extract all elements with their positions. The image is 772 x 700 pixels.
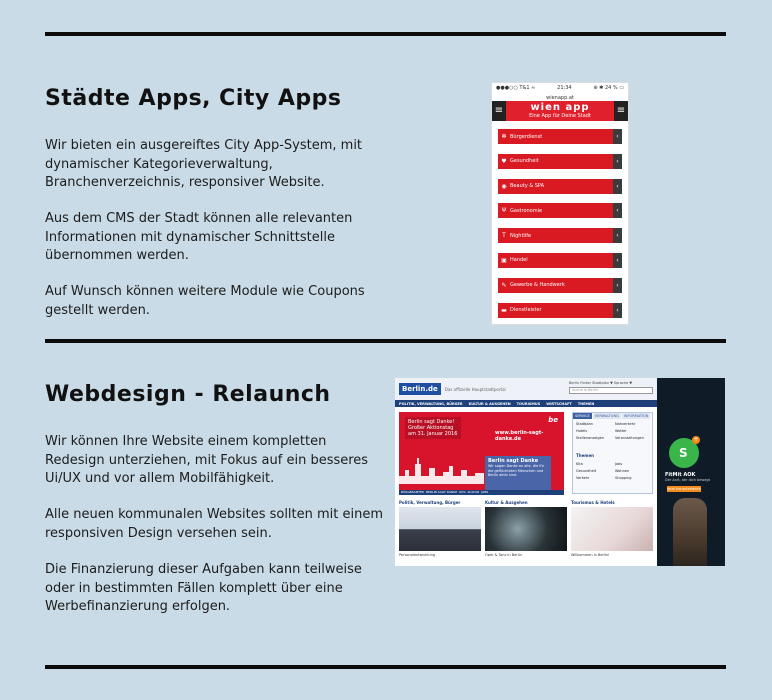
menu-item-label: Bürgerdienst [510,133,543,140]
webdesign-paragraph-1: Wir können Ihre Website einem kompletten Redesign unterziehen, mit Fokus auf ein besseres Ui/UX und vor allem Mobilfähigkeit. [45,434,369,486]
menu-item-label: Gewerbe & Handwerk [510,282,565,289]
app-menu-item [498,203,622,218]
menu-item-label: Gastronomie [510,207,543,214]
menu-left-icon: ≡ [492,101,506,121]
themen-col-2 [615,461,631,482]
hero-box-title: Berlin sagt Danke [488,458,539,464]
aok-logo-letter: S [679,446,688,460]
chevron-left-icon: ‹ [613,253,622,268]
website-logo: Berlin.de [399,383,441,395]
chevron-left-icon: ‹ [613,179,622,194]
themen-link: Verkehr [576,476,590,480]
service-link: Nahverkehr [615,422,636,426]
website-hero [399,412,564,494]
phone-time: 21:34 [557,85,572,91]
ad-title: FitMit AOK [665,472,696,478]
divider-bottom [45,665,726,669]
website-search [569,381,653,397]
website-nav [395,400,657,407]
chevron-left-icon: ‹ [613,303,622,318]
service-link: Veranstaltungen [615,436,644,440]
app-tagline: Eine App für Deine Stadt [529,113,591,119]
category-icon: Ψ [501,207,507,215]
themen-link: Shopping [615,476,632,480]
chevron-left-icon: ‹ [613,203,622,218]
hero-brand: be [548,416,558,424]
website-nav-item: THEMEN [577,401,595,406]
app-menu-item [498,129,622,144]
menu-item-label: Nightlife [510,232,532,239]
service-tab: VERWALTUNG [594,414,619,418]
website-nav-item: TOURISMUS [516,401,541,406]
themen-heading: Themen [576,453,595,458]
hero-info-box [485,456,551,492]
hero-tab: KULTUR [467,490,480,494]
app-menu-item [498,303,622,318]
category-caption: Willkommen in Berlin! [571,553,610,557]
category-title: Kultur & Ausgehen [485,500,528,505]
category-caption: Oper & Tanz in Berlin [485,553,522,557]
category-icon: ♥ [501,157,507,165]
category-icon: ◉ [501,182,507,190]
service-tabs [573,413,652,419]
service-tab: SERVICE [575,414,590,418]
hero-tab: BÜRGERAMTER [401,490,424,494]
category-image-berlin [571,507,653,551]
chevron-left-icon: ‹ [613,129,622,144]
service-tab: INFORMATION [623,414,649,418]
phone-battery: ⊕ ✱ 24 % ▭ [593,85,624,91]
chevron-left-icon: ‹ [613,154,622,169]
category-image-opera [485,507,567,551]
website-service-box [572,412,653,494]
app-menu-item [498,179,622,194]
category-icon: T [502,232,506,240]
menu-item-label: Beauty & SPA [510,183,545,190]
city-apps-paragraph-1: Wir bieten ein ausgereiftes City App-System, mit dynamischer Kategorieverwaltung, Branchenverzeichnis, responsiver Website. [45,138,363,190]
skyline-illustration [399,454,484,484]
app-menu-item [498,278,622,293]
service-link: Stadtplan [576,422,593,426]
app-menu-item [498,154,622,169]
website-main [395,378,657,566]
category-icon: ✻ [501,133,507,140]
app-menu-item [498,253,622,268]
hero-tab: BERLIN SAGT DANKE [425,490,458,494]
phone-signal: ●●●○○ T&1 ≈ [496,85,536,91]
menu-item-label: Gesundheit [510,158,539,165]
plus-icon: + [693,436,699,443]
app-menu-item [498,228,622,243]
section-title-webdesign: Webdesign - Relaunch [45,382,331,407]
chevron-left-icon: ‹ [613,228,622,243]
category-politik [399,500,481,566]
hero-tabs [399,490,564,495]
service-link: Wetter [615,429,627,433]
app-logo [506,103,614,119]
menu-right-icon: ≡ [614,101,628,121]
category-icon: ✎ [501,281,507,289]
city-app-screenshot [491,82,629,325]
menu-item-label: Handel [510,257,528,264]
hero-box-text: Wir sagen Danke an alle, die für die geflüchteten Menschen und Berlin aktiv sind. [488,464,545,477]
divider-top [45,32,726,36]
ad-download-button: Jetzt herunterladen [667,487,701,491]
themen-col-1 [576,461,596,482]
category-caption: Personalentwicklung [399,553,436,557]
themen-link: Jobs [615,462,623,466]
website-nav-item: WIRTSCHAFT [546,401,572,406]
section-title-city-apps: Städte Apps, City Apps [45,86,342,111]
service-col-1 [576,421,604,442]
phone-app-header [492,101,628,121]
service-col-2 [615,421,644,442]
webdesign-paragraph-2: Alle neuen kommunalen Websites sollten mit einem responsiven Design versehen sein. [45,507,384,541]
website-screenshot [395,378,725,566]
app-logo-text: wien app [530,102,590,113]
website-header [395,378,657,400]
website-nav-item: KULTUR & AUSGEHEN [468,401,511,406]
city-apps-paragraph-3: Auf Wunsch können weitere Module wie Coupons gestellt werden. [45,284,365,318]
themen-link: Wohnen [615,469,630,473]
category-icon: ▣ [501,256,507,264]
webdesign-paragraph-3: Die Finanzierung dieser Aufgaben kann teilweise oder in bestimmten Fällen komplett über eine Werbefinanzierung erfolgen. [45,562,362,614]
hero-tab: JOBS [481,490,489,494]
app-category-list [492,121,628,318]
website-search-links: Berlin Finder Stadtplan ▼ Sprache ▼ [569,381,633,385]
chevron-left-icon: ‹ [613,278,622,293]
phone-status-bar [492,83,628,95]
phone-url: wienapp.at [546,95,574,101]
menu-item-label: Dienstleister [510,307,542,314]
hero-url: www.berlin-sagt-danke.de [495,430,544,442]
ad-subtitle: Der Arzt, der dich bewegt [665,478,711,482]
category-title: Tourismus & Hotels [571,500,615,505]
category-tourismus [571,500,653,566]
website-logo-sub: Das offizielle Hauptstadtportal [444,386,506,392]
themen-link: Kita [576,462,583,466]
service-link: Stellenanzeigen [576,436,604,440]
hero-tab: KITA [459,490,466,494]
hero-title: Berlin sagt Danke! Großer Aktionstag am 31. Januar 2016 [405,417,461,439]
website-search-box: Suche in Berlin [569,387,653,394]
divider-middle [45,339,726,343]
city-apps-paragraph-2: Aus dem CMS der Stadt können alle relevanten Informationen mit dynamischer Schnittstelle übernommen werden. [45,211,353,263]
ad-person-image [673,498,707,566]
service-link: Hotels [576,429,588,433]
category-icon: ▬ [501,306,507,314]
themen-link: Gesundheit [576,469,597,473]
category-kultur [485,500,567,566]
category-image-person [399,507,481,551]
website-nav-item: POLITIK, VERWALTUNG, BÜRGER [399,401,463,406]
category-title: Politik, Verwaltung, Bürger [399,500,461,505]
